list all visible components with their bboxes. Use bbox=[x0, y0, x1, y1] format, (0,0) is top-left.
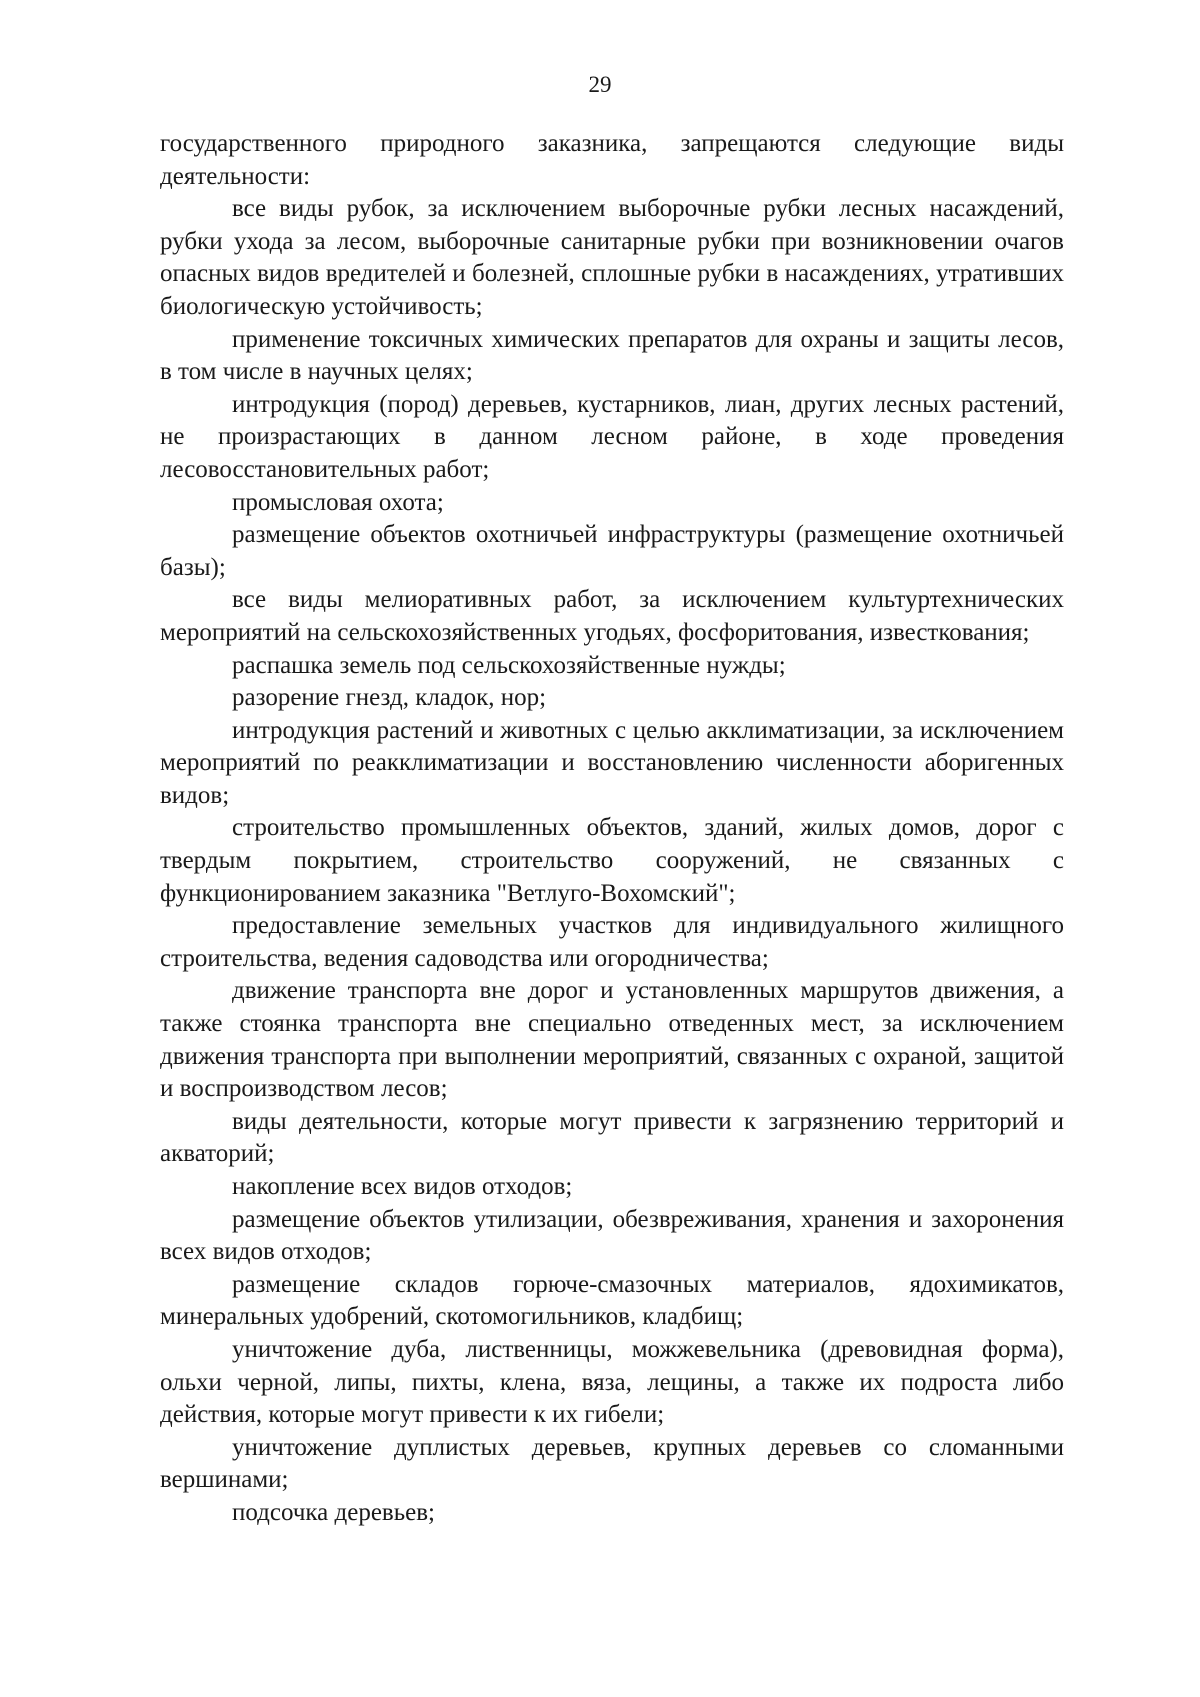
paragraph: уничтожение дуба, лиственницы, можжевельника (древовидная форма), ольхи черной, липы, пихты, клена, вяза, лещины, а также их подроста либо действия, которые могут привести к их гибели; bbox=[160, 1335, 1064, 1429]
paragraph: государственного природного заказника, запрещаются следующие виды деятельности: bbox=[160, 130, 1064, 190]
paragraph: все виды рубок, за исключением выборочные рубки лесных насаждений, рубки ухода за лесом, выборочные санитарные рубки при возникновении очагов опасных видов вредителей и болезней, сплошные рубки в насаждениях, утративших биологическую устойчивость; bbox=[160, 195, 1064, 320]
document-body bbox=[160, 128, 1064, 1530]
paragraph: распашка земель под сельскохозяйственные нужды; bbox=[232, 651, 786, 679]
paragraph: предоставление земельных участков для индивидуального жилищного строительства, ведения садоводства или огородничества; bbox=[160, 912, 1064, 972]
paragraph: размещение объектов утилизации, обезвреживания, хранения и захоронения всех видов отходов; bbox=[160, 1205, 1064, 1266]
paragraph: все виды мелиоративных работ, за исключением культуртехнических мероприятий на сельскохозяйственных угодьях, фосфоритования, известкования; bbox=[160, 586, 1064, 646]
paragraph: разорение гнезд, кладок, нор; bbox=[232, 684, 547, 712]
page-number: 29 bbox=[588, 72, 612, 97]
paragraph: уничтожение дуплистых деревьев, крупных деревьев со сломанными вершинами; bbox=[160, 1433, 1064, 1494]
paragraph: промысловая охота; bbox=[232, 488, 444, 516]
paragraph: размещение объектов охотничьей инфраструктуры (размещение охотничьей базы); bbox=[160, 521, 1064, 581]
paragraph: строительство промышленных объектов, зданий, жилых домов, дорог с твердым покрытием, строительство сооружений, не связанных с функционированием заказника "Ветлуго-Вохомский"; bbox=[160, 814, 1064, 907]
paragraph: движение транспорта вне дорог и установленных маршрутов движения, а также стоянка транспорта вне специально отведенных мест, за исключением движения транспорта при выполнении мероприятий, связанных с охраной, защитой и воспроизводством лесов; bbox=[160, 977, 1064, 1103]
paragraph: виды деятельности, которые могут привести к загрязнению территорий и акваторий; bbox=[160, 1107, 1064, 1168]
paragraph: интродукция (пород) деревьев, кустарников, лиан, других лесных растений, не произрастающих в данном лесном районе, в ходе проведения лесовосстановительных работ; bbox=[160, 390, 1064, 483]
paragraph: накопление всех видов отходов; bbox=[232, 1173, 573, 1200]
paragraph: подсочка деревьев; bbox=[232, 1498, 435, 1526]
paragraph: применение токсичных химических препаратов для охраны и защиты лесов, в том числе в научных целях; bbox=[160, 325, 1064, 386]
paragraph: размещение складов горюче-смазочных материалов, ядохимикатов, минеральных удобрений, скотомогильников, кладбищ; bbox=[160, 1270, 1064, 1331]
paragraph: интродукция растений и животных с целью акклиматизации, за исключением мероприятий по реакклиматизации и восстановлению численности аборигенных видов; bbox=[160, 716, 1064, 809]
